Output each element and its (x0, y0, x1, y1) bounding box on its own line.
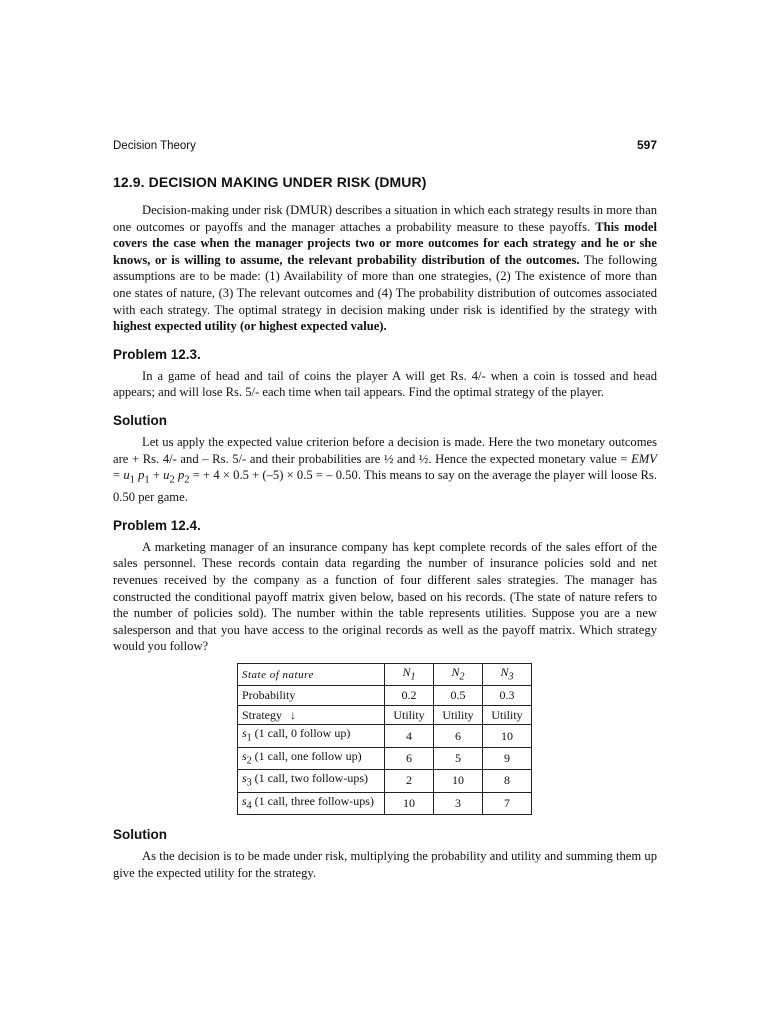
strategy-label: Strategy ↓ (238, 705, 385, 725)
header-title: Decision Theory (113, 140, 196, 152)
probability-value: 0.3 (483, 686, 532, 706)
table-row (238, 792, 532, 814)
utility-cell: 9 (483, 747, 532, 769)
problem-12-3-title: Problem 12.3. (113, 346, 201, 362)
utility-label: Utility (385, 705, 434, 725)
utility-cell: 6 (385, 747, 434, 769)
problem-12-4-text: A marketing manager of an insurance company has kept complete records of the sales effort of the sales personnel. These records contain data regarding the number of insurance policies sold and net revenues received by the company as a function of four different sales strategies. The manager has constructed the conditional payoff matrix given below, based on his records. (The state of nature refers to the number of policies sold). The number within the table represents utilities. Suppose you are a new salesperson and that you have access to the original records as well as the payoff matrix. Which strategy would you follow? (113, 539, 657, 654)
state-of-nature-label: State of nature (238, 663, 385, 685)
utility-cell: 3 (434, 792, 483, 814)
state-n2: $N_2$ (434, 663, 483, 685)
probability-row (238, 686, 532, 706)
down-arrow-icon: ↓ (290, 707, 296, 722)
strategy-header-row (238, 705, 532, 725)
utility-cell: 4 (385, 725, 434, 747)
solution-2-title: Solution (113, 826, 167, 842)
utility-cell: 5 (434, 747, 483, 769)
running-header (113, 138, 657, 152)
table-row (238, 770, 532, 792)
page-number: 597 (636, 138, 657, 152)
problem-12-3-text: In a game of head and tail of coins the player A will get Rs. 4/- when a coin is tossed and head appears; and will lose Rs. 5/- each time when tail appears. Find the optimal strategy of the player. (113, 368, 657, 400)
solution-1-text: Let us apply the expected value criterion before a decision is made. Here the two monetary outcomes are + Rs. 4/- and – Rs. 5/- and their probabilities are ½ and ½. Hence the expected monetary value = EMV = $u_1$ $p_1 + u_2$ $p_2$ = + 4 × 0.5 + (–5) × 0.5 = – 0.50. This means to say on the average the player will loose Rs. 0.50 per game. (113, 434, 657, 505)
probability-value: 0.5 (434, 686, 483, 706)
table-row (238, 747, 532, 769)
utility-cell: 2 (385, 770, 434, 792)
utility-cell: 10 (434, 770, 483, 792)
strategy-cell: $s_4$ (1 call, three follow-ups) (238, 792, 385, 814)
table-row (238, 725, 532, 747)
document-page (113, 130, 657, 889)
utility-cell: 7 (483, 792, 532, 814)
intro-paragraph: Decision-making under risk (DMUR) describes a situation in which each strategy results in more than one outcomes or payoffs and the manager attaches a probability measure to these payoffs. This model covers the case when the manager projects two or more outcomes for each strategy and he or she knows, or is willing to assume, the relevant probability distribution of the outcomes. The following assumptions are to be made: (1) Availability of more than one strategies, (2) The existence of more than one states of nature, (3) The relevant outcomes and (4) The probability distribution of outcomes associated with each strategy. The optimal strategy in decision making under risk is identified by the strategy with highest expected utility (or highest expected value). (113, 203, 657, 334)
utility-cell: 10 (483, 725, 532, 747)
strategy-cell: $s_3$ (1 call, two follow-ups) (238, 770, 385, 792)
problem-12-4-title: Problem 12.4. (113, 517, 201, 533)
utility-cell: 8 (483, 770, 532, 792)
section-title: 12.9. DECISION MAKING UNDER RISK (DMUR) (113, 174, 427, 190)
utility-cell: 10 (385, 792, 434, 814)
probability-label: Probability (238, 686, 385, 706)
strategy-cell: $s_2$ (1 call, one follow up) (238, 747, 385, 769)
probability-value: 0.2 (385, 686, 434, 706)
utility-cell: 6 (434, 725, 483, 747)
strategy-cell: $s_1$ (1 call, 0 follow up) (238, 725, 385, 747)
state-n1: $N_1$ (385, 663, 434, 685)
solution-2-text: As the decision is to be made under risk, multiplying the probability and utility and summing them up give the expected utility for the strategy. (113, 848, 657, 880)
payoff-table (237, 663, 532, 815)
table-header-row (238, 663, 532, 685)
utility-label: Utility (434, 705, 483, 725)
state-n3: $N_3$ (483, 663, 532, 685)
solution-1-title: Solution (113, 412, 167, 428)
utility-label: Utility (483, 705, 532, 725)
